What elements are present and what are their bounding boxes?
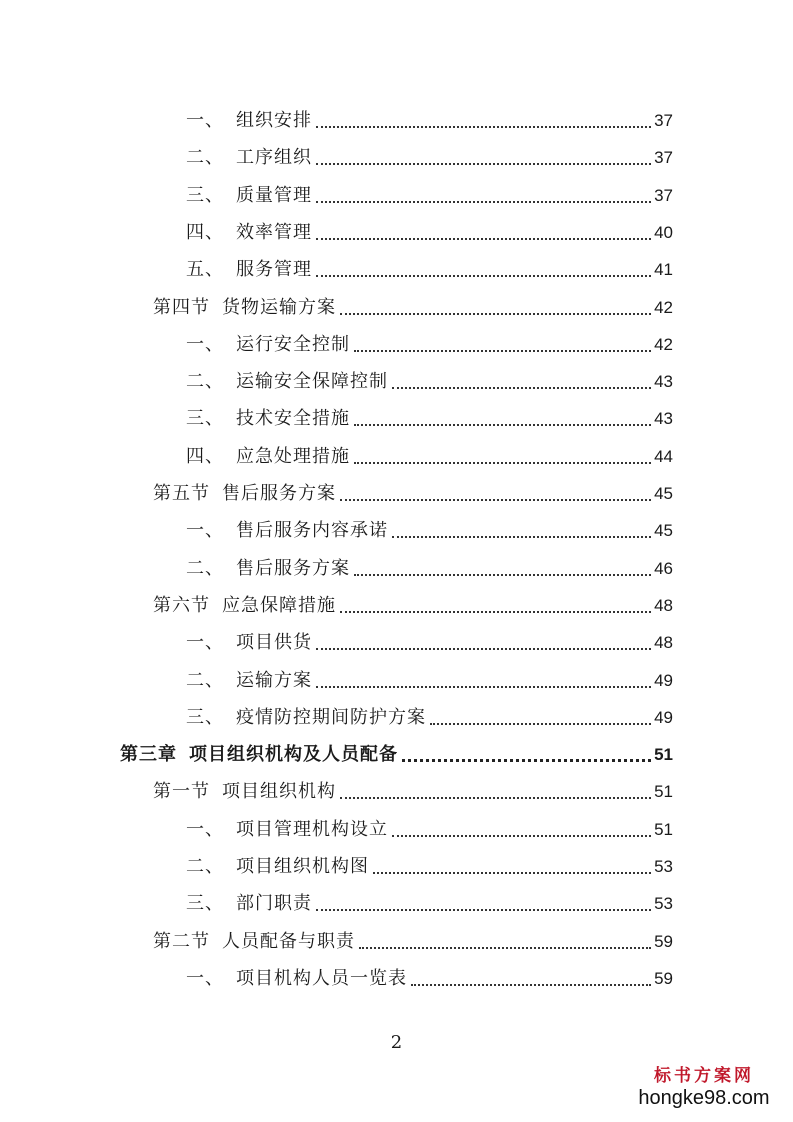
toc-entry-title — [153, 297, 336, 319]
toc-entry-text: 服务管理 — [236, 259, 312, 280]
toc-entry-page: 37 — [654, 111, 673, 130]
dot-leader — [340, 313, 651, 315]
dot-leader — [316, 126, 651, 128]
toc-entry-title — [186, 670, 312, 692]
toc-entry[interactable] — [0, 701, 673, 729]
dot-leader — [430, 723, 651, 725]
toc-entry-page: 53 — [654, 857, 673, 876]
toc-entry-text: 售后服务方案 — [236, 558, 350, 579]
toc-entry-title — [186, 446, 350, 468]
toc-entry-title — [186, 334, 350, 356]
toc-entry-title — [153, 781, 336, 803]
toc-entry-number: 一、 — [186, 110, 224, 131]
toc-entry-title — [153, 483, 336, 505]
toc-entry[interactable] — [0, 141, 673, 169]
toc-entry-page: 45 — [654, 521, 673, 540]
dot-leader — [316, 163, 651, 165]
dot-leader — [316, 909, 651, 911]
dot-leader — [316, 275, 651, 277]
toc-entry-text: 部门职责 — [236, 893, 312, 914]
dot-leader — [316, 201, 651, 203]
toc-entry-number: 第五节 — [153, 483, 210, 504]
toc-entry-text: 工序组织 — [236, 147, 312, 168]
toc-entry-page: 51 — [654, 820, 673, 839]
toc-entry-text: 售后服务方案 — [222, 483, 336, 504]
toc-entry-text: 应急保障措施 — [222, 595, 336, 616]
toc-entry-title — [186, 707, 426, 729]
toc-entry-page: 42 — [654, 335, 673, 354]
toc-entry-title — [186, 856, 369, 878]
toc-entry-number: 二、 — [186, 371, 224, 392]
toc-entry-page: 44 — [654, 447, 673, 466]
dot-leader — [402, 759, 651, 762]
toc-entry-page: 49 — [654, 708, 673, 727]
toc-entry[interactable] — [0, 552, 673, 580]
dot-leader — [340, 611, 651, 613]
toc-entry[interactable] — [0, 104, 673, 132]
toc-entry-title — [186, 819, 388, 841]
toc-entry-text: 质量管理 — [236, 185, 312, 206]
toc-entry-title — [186, 222, 312, 244]
toc-entry[interactable] — [0, 514, 673, 542]
dot-leader — [392, 835, 651, 837]
toc-entry-number: 四、 — [186, 446, 224, 467]
dot-leader — [392, 387, 651, 389]
toc-entry[interactable] — [0, 626, 673, 654]
toc-entry-page: 46 — [654, 559, 673, 578]
toc-entry-title — [186, 371, 388, 393]
toc-entry-text: 货物运输方案 — [222, 297, 336, 318]
toc-entry-number: 一、 — [186, 819, 224, 840]
toc-entry[interactable] — [0, 328, 673, 356]
dot-leader — [340, 499, 651, 501]
toc-entry[interactable] — [0, 402, 673, 430]
toc-entry-title — [153, 931, 355, 953]
toc-entry-number: 五、 — [186, 259, 224, 280]
toc-entry-page: 43 — [654, 372, 673, 391]
dot-leader — [354, 350, 651, 352]
toc-entry[interactable] — [0, 850, 673, 878]
watermark-logo — [629, 1066, 779, 1110]
toc-entry-title — [186, 520, 388, 542]
toc-entry-title — [186, 558, 350, 580]
toc-entry-text: 项目机构人员一览表 — [236, 968, 407, 989]
toc-entry-text: 运输方案 — [236, 670, 312, 691]
toc-entry-text: 项目管理机构设立 — [236, 819, 388, 840]
toc-entry-title — [186, 259, 312, 281]
toc-entry-number: 一、 — [186, 334, 224, 355]
toc-entry-text: 项目供货 — [236, 632, 312, 653]
toc-entry-title — [186, 632, 312, 654]
toc-entry[interactable] — [0, 775, 673, 803]
toc-entry-number: 四、 — [186, 222, 224, 243]
toc-entry[interactable] — [0, 589, 673, 617]
toc-entry[interactable] — [0, 179, 673, 207]
toc-entry-page: 40 — [654, 223, 673, 242]
toc-entry-page: 51 — [654, 782, 673, 801]
toc-entry[interactable] — [0, 291, 673, 319]
toc-entry[interactable] — [0, 962, 673, 990]
toc-entry-page: 45 — [654, 484, 673, 503]
dot-leader — [411, 984, 651, 986]
toc-entry-number: 第六节 — [153, 595, 210, 616]
toc-entry-text: 效率管理 — [236, 222, 312, 243]
watermark-url: hongke98.com — [638, 1087, 770, 1109]
toc-entry-page: 37 — [654, 186, 673, 205]
toc-entry-page: 43 — [654, 409, 673, 428]
toc-entry-page: 37 — [654, 148, 673, 167]
toc-entry-title — [186, 110, 312, 132]
toc-entry-page: 59 — [654, 932, 673, 951]
toc-entry[interactable] — [0, 365, 673, 393]
toc-entry-text: 疫情防控期间防护方案 — [236, 707, 426, 728]
toc-entry-text: 售后服务内容承诺 — [236, 520, 388, 541]
dot-leader — [316, 686, 651, 688]
toc-entry-title — [186, 147, 312, 169]
toc-entry-page: 49 — [654, 671, 673, 690]
toc-entry-text: 人员配备与职责 — [222, 931, 355, 952]
watermark-title: 标书方案网 — [654, 1066, 754, 1086]
toc-entry-text: 运输安全保障控制 — [236, 371, 388, 392]
toc-entry[interactable] — [0, 477, 673, 505]
toc-entry-number: 一、 — [186, 632, 224, 653]
toc-entry-number: 三、 — [186, 893, 224, 914]
toc-entry-number: 第四节 — [153, 297, 210, 318]
toc-entry-text: 应急处理措施 — [236, 446, 350, 467]
toc-entry[interactable] — [0, 738, 673, 766]
toc-entry-number: 二、 — [186, 670, 224, 691]
toc-entry-page: 53 — [654, 894, 673, 913]
toc-entry-number: 二、 — [186, 558, 224, 579]
toc-entry-title — [120, 744, 398, 766]
toc-entry-page: 41 — [654, 260, 673, 279]
toc-entry-title — [186, 893, 312, 915]
page-number: 2 — [390, 1032, 403, 1053]
toc-entry-page: 48 — [654, 633, 673, 652]
dot-leader — [354, 574, 651, 576]
toc-entry[interactable] — [0, 216, 673, 244]
dot-leader — [316, 648, 651, 650]
toc-entry-page: 42 — [654, 298, 673, 317]
dot-leader — [354, 462, 651, 464]
toc-entry[interactable] — [0, 925, 673, 953]
toc-entry-page: 51 — [654, 745, 673, 764]
toc-entry-text: 项目组织机构图 — [236, 856, 369, 877]
toc-entry-text: 项目组织机构及人员配备 — [189, 744, 398, 765]
toc-entry-number: 第一节 — [153, 781, 210, 802]
dot-leader — [340, 797, 651, 799]
toc-entry-number: 一、 — [186, 520, 224, 541]
toc-entry-title — [186, 968, 407, 990]
toc-entry-number: 一、 — [186, 968, 224, 989]
toc-entry[interactable] — [0, 253, 673, 281]
dot-leader — [354, 424, 651, 426]
toc-entry-page: 59 — [654, 969, 673, 988]
toc-entry-number: 第二节 — [153, 931, 210, 952]
toc-entry-title — [186, 185, 312, 207]
toc-entry-number: 三、 — [186, 707, 224, 728]
toc-entry-text: 项目组织机构 — [222, 781, 336, 802]
toc-entry[interactable] — [0, 440, 673, 468]
dot-leader — [373, 872, 651, 874]
toc-entry[interactable] — [0, 813, 673, 841]
toc-entry-number: 三、 — [186, 408, 224, 429]
toc-entry-number: 二、 — [186, 856, 224, 877]
toc-entry-page: 48 — [654, 596, 673, 615]
toc-entry-title — [186, 408, 350, 430]
toc-entry-text: 技术安全措施 — [236, 408, 350, 429]
dot-leader — [316, 238, 651, 240]
toc-entry[interactable] — [0, 664, 673, 692]
toc-entry-number: 三、 — [186, 185, 224, 206]
toc-entry-number: 第三章 — [120, 744, 177, 765]
dot-leader — [392, 536, 651, 538]
toc-entry-text: 组织安排 — [236, 110, 312, 131]
toc-entry[interactable] — [0, 887, 673, 915]
dot-leader — [359, 947, 651, 949]
toc-entry-number: 二、 — [186, 147, 224, 168]
toc-entry-title — [153, 595, 336, 617]
toc-entry-text: 运行安全控制 — [236, 334, 350, 355]
